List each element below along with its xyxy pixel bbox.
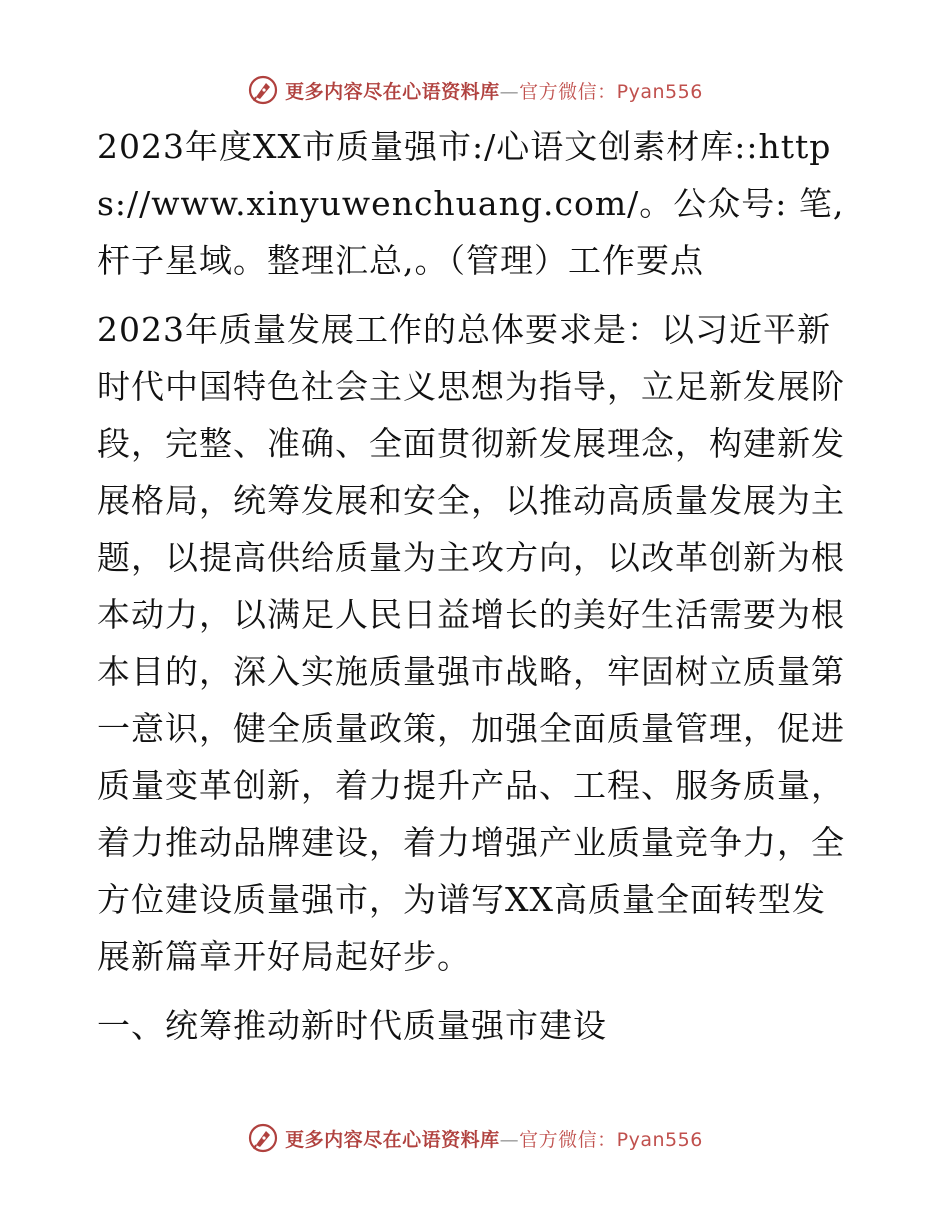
banner-brand-text: 更多内容尽在心语资料库 — [285, 80, 500, 103]
pen-nib-logo-icon — [247, 74, 279, 106]
banner-wechat-text: 官方微信：Pyan556 — [519, 80, 703, 103]
section-heading: 一、统筹推动新时代质量强市建设 — [97, 1006, 607, 1045]
pen-nib-logo-icon — [247, 1122, 279, 1154]
footer-watermark-banner — [0, 1118, 950, 1158]
paragraph-general-requirements: 2023年质量发展工作的总体要求是：以习近平新时代中国特色社会主义思想为指导，立足新发展阶段，完整、准确、全面贯彻新发展理念，构建新发展格局，统筹发展和安全，以推动高质量发展为主题，以提高供给质量为主攻方向，以改革创新为根本动力，以满足人民日益增长的美好生活需要为根本目的，深入实施质量强市战略，牢固树立质量第一意识，健全质量政策，加强全面质量管理，促进质量变革创新，着力提升产品、工程、服务质量，着力推动品牌建设，着力增强产业质量竞争力，全方位建设质量强市，为谱写XX高质量全面转型发展新篇章开好局起好步。 — [97, 310, 845, 976]
banner-wechat-text: 官方微信：Pyan556 — [519, 1128, 703, 1151]
banner-brand-text: 更多内容尽在心语资料库 — [285, 1128, 500, 1151]
header-watermark-banner — [0, 70, 950, 110]
document-title: 2023年度XX市质量强市:/心语文创素材库::https://www.xinyuwenchuang.com/。公众号: 笔,杆子星域。整理汇总,。（管理）工作要点 — [97, 127, 845, 280]
banner-text — [285, 1125, 703, 1152]
banner-text — [285, 77, 703, 104]
banner-separator: — — [499, 80, 520, 103]
document-body — [97, 118, 857, 1054]
banner-separator: — — [499, 1128, 520, 1151]
